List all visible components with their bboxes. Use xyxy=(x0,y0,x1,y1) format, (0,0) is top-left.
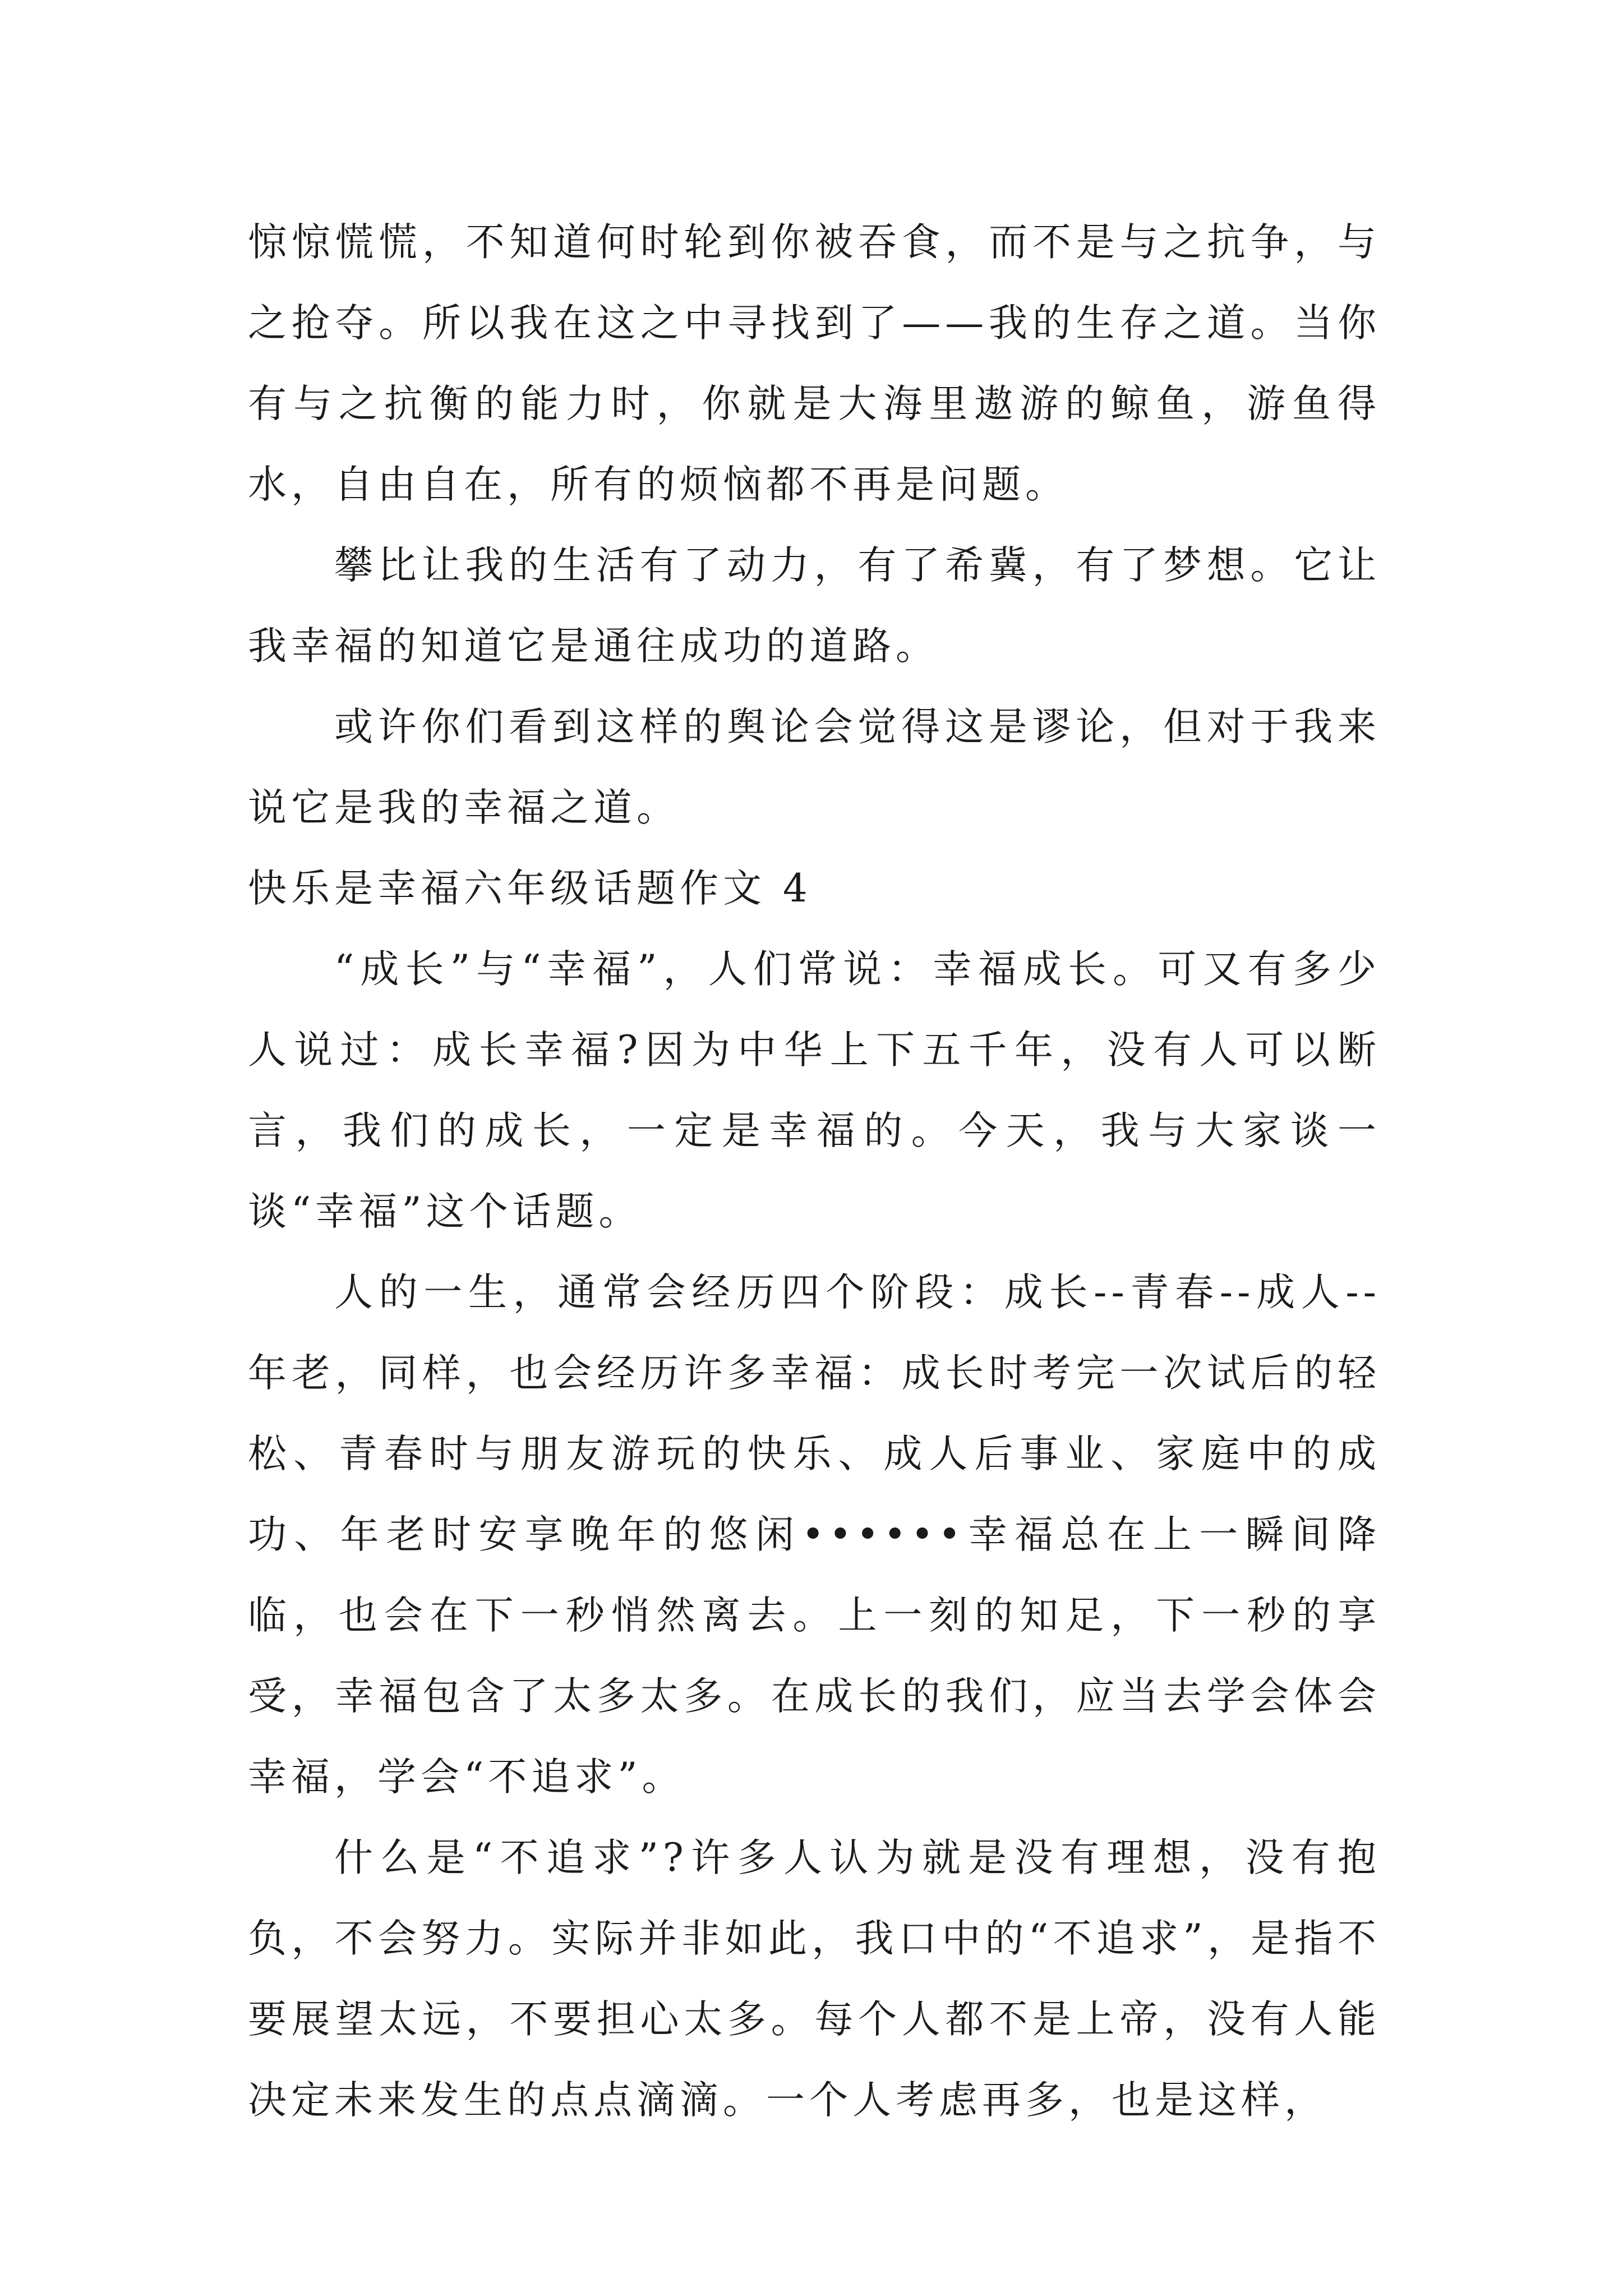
section-heading: 快乐是幸福六年级话题作文 4 xyxy=(248,866,812,911)
paragraph: 什么是“不追求”?许多人认为就是没有理想，没有抱负，不会努力。实际并非如此，我口中的“不追求”，是指不要展望太远，不要担心太多。每个人都不是上帝，没有人能决定未来发生的点点滴滴。一个人考虑再多，也是这样， xyxy=(248,1835,1381,2123)
paragraph: 人的一生，通常会经历四个阶段：成长--青春--成人--年老，同样，也会经历许多幸福：成长时考完一次试后的轻松、青春时与朋友游玩的快乐、成人后事业、家庭中的成功、年老时安享晚年的悠闲••••••幸福总在上一瞬间降临，也会在下一秒悄然离去。上一刻的知足，下一秒的享受，幸福包含了太多太多。在成长的我们，应当去学会体会幸福，学会“不追求”。 xyxy=(248,1270,1381,1800)
document-body xyxy=(248,202,1381,2141)
paragraph: 或许你们看到这样的舆论会觉得这是谬论，但对于我来说它是我的幸福之道。 xyxy=(248,705,1381,830)
paragraph: 攀比让我的生活有了动力，有了希冀，有了梦想。它让我幸福的知道它是通往成功的道路。 xyxy=(248,543,1381,669)
paragraph: “成长”与“幸福”，人们常说：幸福成长。可又有多少人说过：成长幸福?因为中华上下五千年，没有人可以断言，我们的成长，一定是幸福的。今天，我与大家谈一谈“幸福”这个话题。 xyxy=(248,947,1381,1234)
paragraph-continuation: 惊惊慌慌，不知道何时轮到你被吞食，而不是与之抗争，与之抢夺。所以我在这之中寻找到了——我的生存之道。当你有与之抗衡的能力时，你就是大海里遨游的鲸鱼，游鱼得水，自由自在，所有的烦恼都不再是问题。 xyxy=(248,220,1381,507)
